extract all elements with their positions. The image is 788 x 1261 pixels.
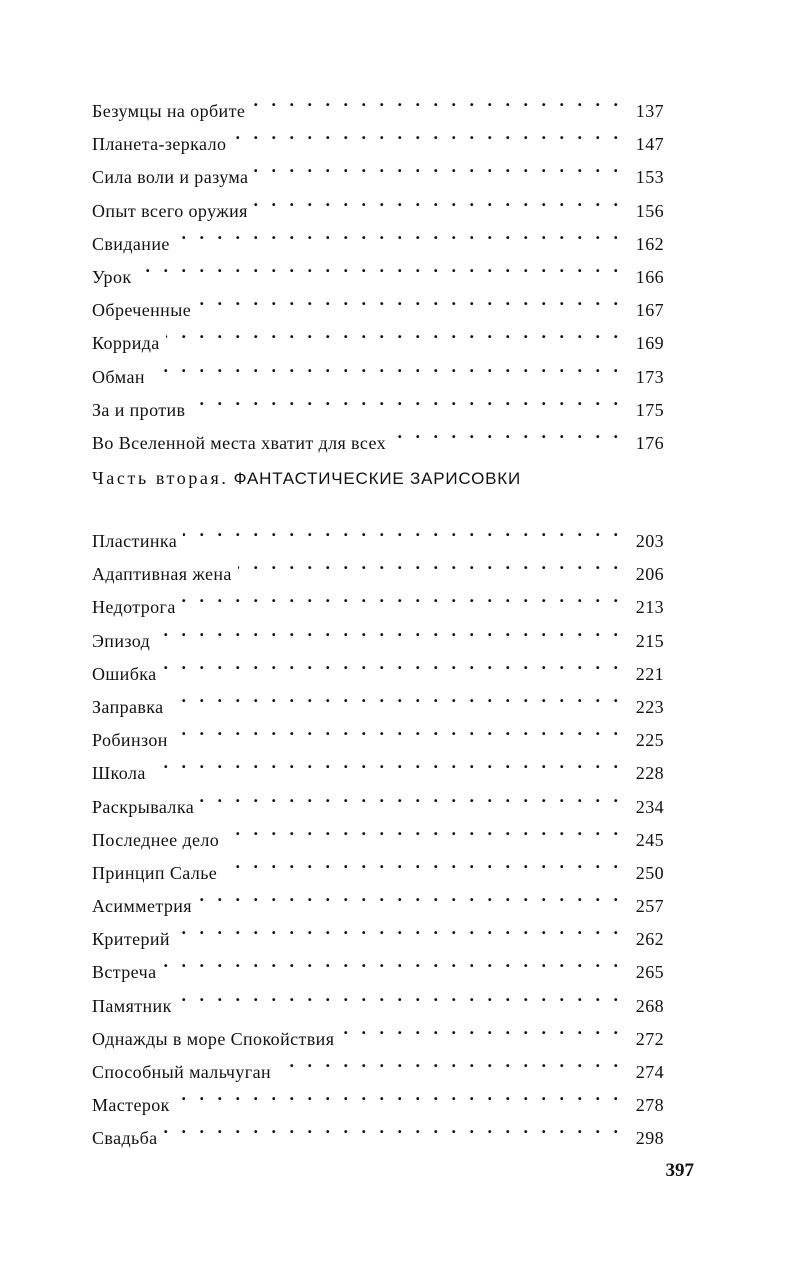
toc-entry <box>92 250 664 287</box>
dot-leader <box>152 746 618 779</box>
toc-entry <box>92 1111 664 1149</box>
toc-entry <box>92 680 664 717</box>
toc-entry-page: 176 <box>618 427 664 460</box>
dot-leader <box>225 813 618 846</box>
dot-leader <box>174 713 618 746</box>
dot-leader <box>166 316 618 349</box>
toc-entry-title: Пластинка <box>92 525 183 558</box>
toc-entry-page: 257 <box>618 890 664 923</box>
toc-entry-page: 153 <box>618 161 664 194</box>
toc-entry <box>92 514 664 551</box>
dot-leader <box>223 846 618 879</box>
toc-entry-page: 274 <box>618 1056 664 1089</box>
toc-entry-title: Во Вселенной места хватит для всех <box>92 427 392 460</box>
dot-leader <box>170 680 618 713</box>
toc-entry-page: 173 <box>618 361 664 394</box>
toc-entry <box>92 912 664 950</box>
dot-leader <box>176 912 618 945</box>
toc-part-two <box>92 514 664 1149</box>
toc-entry-title: Асимметрия <box>92 890 198 923</box>
toc-entry-title: Способный мальчуган <box>92 1056 277 1089</box>
toc-entry-title: За и против <box>92 394 191 427</box>
toc-entry-page: 234 <box>618 791 664 824</box>
toc-entry <box>92 383 664 420</box>
toc-entry-title: Безумцы на орбите <box>92 95 251 128</box>
toc-entry <box>92 713 664 751</box>
part-two-heading <box>92 468 652 489</box>
toc-entry-page: 268 <box>618 990 664 1023</box>
toc-entry-title: Школа <box>92 757 152 790</box>
toc-entry <box>92 1012 664 1049</box>
toc-entry <box>92 350 664 387</box>
dot-leader <box>162 945 618 978</box>
dot-leader <box>183 514 618 547</box>
toc-entry-page: 137 <box>618 95 664 128</box>
dot-leader <box>151 350 618 383</box>
toc-entry-title: Робинзон <box>92 724 174 757</box>
toc-entry-title: Опыт всего оружия <box>92 195 254 228</box>
toc-entry-title: Коррида <box>92 327 166 360</box>
dot-leader <box>392 416 618 449</box>
dot-leader <box>178 979 618 1012</box>
toc-entry-page: 223 <box>618 691 664 724</box>
toc-entry-title: Обреченные <box>92 294 197 327</box>
toc-entry-page: 245 <box>618 824 664 857</box>
toc-entry-title: Последнее дело <box>92 824 225 857</box>
toc-entry-title: Сила воли и разума <box>92 161 254 194</box>
toc-entry-page: 206 <box>618 558 664 591</box>
dot-leader <box>163 647 618 680</box>
toc-entry-title: Свадьба <box>92 1122 164 1155</box>
toc-entry-title: Недотрога <box>92 591 182 624</box>
toc-entry-page: 262 <box>618 923 664 956</box>
toc-entry <box>92 647 664 684</box>
dot-leader <box>254 150 618 183</box>
toc-entry-title: Обман <box>92 361 151 394</box>
part-two-title: ФАНТАСТИЧЕСКИЕ ЗАРИСОВКИ <box>233 469 521 488</box>
toc-entry-page: 162 <box>618 228 664 261</box>
toc-entry-page: 225 <box>618 724 664 757</box>
dot-leader <box>277 1045 618 1078</box>
dot-leader <box>182 580 618 613</box>
toc-entry-title: Заправка <box>92 691 170 724</box>
toc-entry <box>92 780 664 817</box>
toc-entry-title: Свидание <box>92 228 176 261</box>
toc-entry-title: Однажды в море Спокойствия <box>92 1023 340 1056</box>
dot-leader <box>176 1078 618 1111</box>
toc-entry-title: Критерий <box>92 923 176 956</box>
toc-entry-title: Ошибка <box>92 658 163 691</box>
toc-entry-page: 298 <box>618 1122 664 1155</box>
dot-leader <box>200 780 618 813</box>
toc-entry <box>92 84 664 121</box>
page-number: 397 <box>665 1160 694 1181</box>
toc-entry-page: 228 <box>618 757 664 790</box>
toc-entry-title: Раскрывалка <box>92 791 200 824</box>
dot-leader <box>176 217 618 250</box>
toc-entry-page: 278 <box>618 1089 664 1122</box>
dot-leader <box>138 250 618 283</box>
dot-leader <box>198 879 618 912</box>
toc-entry <box>92 1078 664 1116</box>
toc-entry-page: 213 <box>618 591 664 624</box>
toc-entry-page: 147 <box>618 128 664 161</box>
toc-entry-title: Планета-зеркало <box>92 128 232 161</box>
toc-entry-title: Адаптивная жена <box>92 558 238 591</box>
toc-entry <box>92 746 664 784</box>
toc-entry-title: Эпизод <box>92 625 156 658</box>
toc-entry-page: 169 <box>618 327 664 360</box>
dot-leader <box>340 1012 618 1045</box>
dot-leader <box>191 383 618 416</box>
toc-entry-page: 272 <box>618 1023 664 1056</box>
toc-entry <box>92 979 664 1016</box>
toc-entry <box>92 316 664 354</box>
dot-leader <box>164 1111 618 1144</box>
part-two-label: Часть вторая. <box>92 468 229 488</box>
toc-entry-title: Принцип Салье <box>92 857 223 890</box>
toc-entry-page: 215 <box>618 625 664 658</box>
toc-entry-title: Мастерок <box>92 1089 176 1122</box>
toc-entry-page: 166 <box>618 261 664 294</box>
toc-entry-page: 250 <box>618 857 664 890</box>
toc-entry <box>92 614 664 651</box>
toc-entry-page: 221 <box>618 658 664 691</box>
toc-entry-title: Памятник <box>92 990 178 1023</box>
toc-entry-page: 167 <box>618 294 664 327</box>
toc-entry-title: Встреча <box>92 956 162 989</box>
dot-leader <box>156 614 618 647</box>
toc-part-one <box>92 84 664 453</box>
dot-leader <box>238 547 618 580</box>
toc-entry <box>92 217 664 254</box>
toc-entry-page: 265 <box>618 956 664 989</box>
toc-entry-title: Урок <box>92 261 138 294</box>
dot-leader <box>251 84 618 117</box>
dot-leader <box>232 117 618 150</box>
toc-entry <box>92 945 664 983</box>
dot-leader <box>197 283 618 316</box>
toc-entry-page: 156 <box>618 195 664 228</box>
toc-entry-page: 175 <box>618 394 664 427</box>
toc-entry-page: 203 <box>618 525 664 558</box>
toc-entry <box>92 283 664 321</box>
dot-leader <box>254 184 618 217</box>
